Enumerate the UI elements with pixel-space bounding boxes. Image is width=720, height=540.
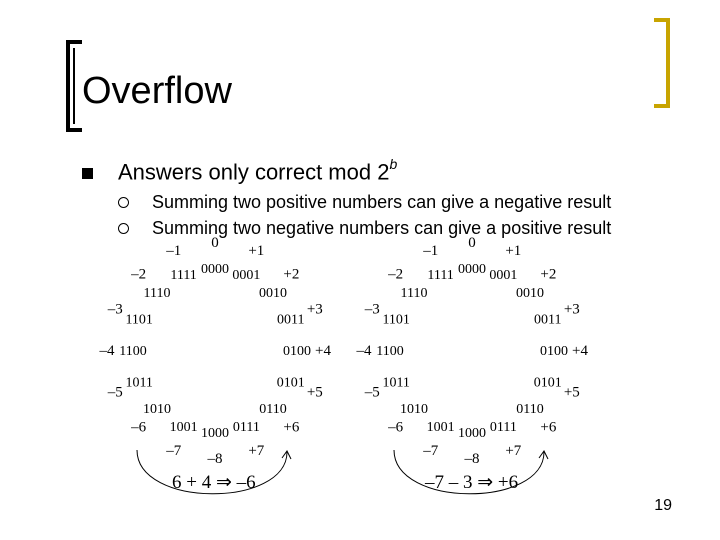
binary-label: 0010 — [516, 286, 544, 301]
binary-label: 0111 — [489, 419, 517, 435]
decimal-label: –5 — [107, 384, 123, 401]
binary-label: 0101 — [533, 375, 562, 391]
decimal-label: –7 — [423, 442, 439, 459]
decimal-label: +4 — [315, 343, 331, 359]
decimal-label: +5 — [563, 384, 580, 401]
decimal-label: –4 — [99, 343, 115, 359]
decimal-label: +2 — [540, 266, 557, 283]
decimal-label: –6 — [131, 419, 147, 436]
binary-label: 1000 — [458, 426, 486, 441]
decimal-label: +4 — [572, 343, 588, 359]
binary-label: 0100 — [540, 344, 568, 359]
decimal-label: +1 — [505, 243, 522, 260]
decimal-label: –2 — [131, 266, 147, 283]
binary-label: 1011 — [382, 375, 410, 391]
number-wheel-1 — [99, 235, 332, 494]
decimal-label: –8 — [207, 451, 223, 467]
example-2-caption: –7 – 3 ⇒ +6 — [425, 472, 519, 493]
binary-label: 1010 — [143, 402, 171, 417]
binary-label: 1101 — [125, 312, 153, 328]
binary-label: 1100 — [119, 344, 147, 359]
binary-label: 1001 — [169, 419, 198, 435]
decimal-label: 0 — [211, 235, 219, 251]
page-number: 19 — [654, 497, 672, 514]
main-bullet-exponent: b — [389, 156, 398, 172]
binary-label: 0110 — [259, 402, 287, 417]
binary-label: 0100 — [283, 344, 311, 359]
binary-label: 0111 — [232, 419, 260, 435]
decimal-label: –6 — [388, 419, 404, 436]
decimal-label: +2 — [283, 266, 300, 283]
decimal-label: –2 — [388, 266, 404, 283]
binary-label: 1001 — [426, 419, 455, 435]
decimal-label: –4 — [356, 343, 372, 359]
binary-label: 1111 — [427, 268, 454, 284]
binary-label: 1000 — [201, 426, 229, 441]
decimal-label: –8 — [464, 451, 480, 467]
binary-label: 0010 — [259, 286, 287, 301]
decimal-label: 0 — [468, 235, 476, 251]
binary-label: 1101 — [382, 312, 410, 328]
binary-label: 1011 — [125, 375, 153, 391]
sub-bullet-text: Summing two positive numbers can give a negative result — [152, 192, 612, 212]
sub-bullet-text: Summing two negative numbers can give a positive result — [152, 218, 612, 238]
decimal-label: +1 — [248, 243, 265, 260]
binary-label: 0000 — [201, 262, 229, 277]
decimal-label: +5 — [306, 384, 323, 401]
decimal-label: –1 — [166, 243, 182, 260]
binary-label: 0011 — [534, 312, 562, 328]
binary-label: 1110 — [143, 286, 171, 301]
binary-label: 0011 — [277, 312, 305, 328]
binary-label: 0001 — [232, 268, 261, 284]
example-1-caption: 6 + 4 ⇒ –6 — [172, 472, 256, 493]
binary-label: 0110 — [516, 402, 544, 417]
binary-label: 0101 — [276, 375, 305, 391]
decimal-label: –5 — [364, 384, 380, 401]
binary-label: 0001 — [489, 268, 518, 284]
decimal-label: +7 — [505, 442, 522, 459]
slide-title: Overflow — [82, 70, 232, 112]
decimal-label: +6 — [540, 419, 557, 436]
decimal-label: +3 — [563, 301, 580, 318]
decimal-label: +7 — [248, 442, 265, 459]
binary-label: 1010 — [400, 402, 428, 417]
number-wheel-2 — [356, 235, 589, 494]
decimal-label: +6 — [283, 419, 300, 436]
binary-label: 1110 — [400, 286, 428, 301]
decimal-label: +3 — [306, 301, 323, 318]
main-bullet-text: Answers only correct mod 2 — [118, 159, 390, 185]
decimal-label: –7 — [166, 442, 182, 459]
decimal-label: –3 — [107, 301, 123, 318]
binary-label: 0000 — [458, 262, 486, 277]
binary-label: 1100 — [376, 344, 404, 359]
decimal-label: –1 — [423, 243, 439, 260]
decimal-label: –3 — [364, 301, 380, 318]
binary-label: 1111 — [170, 268, 197, 284]
